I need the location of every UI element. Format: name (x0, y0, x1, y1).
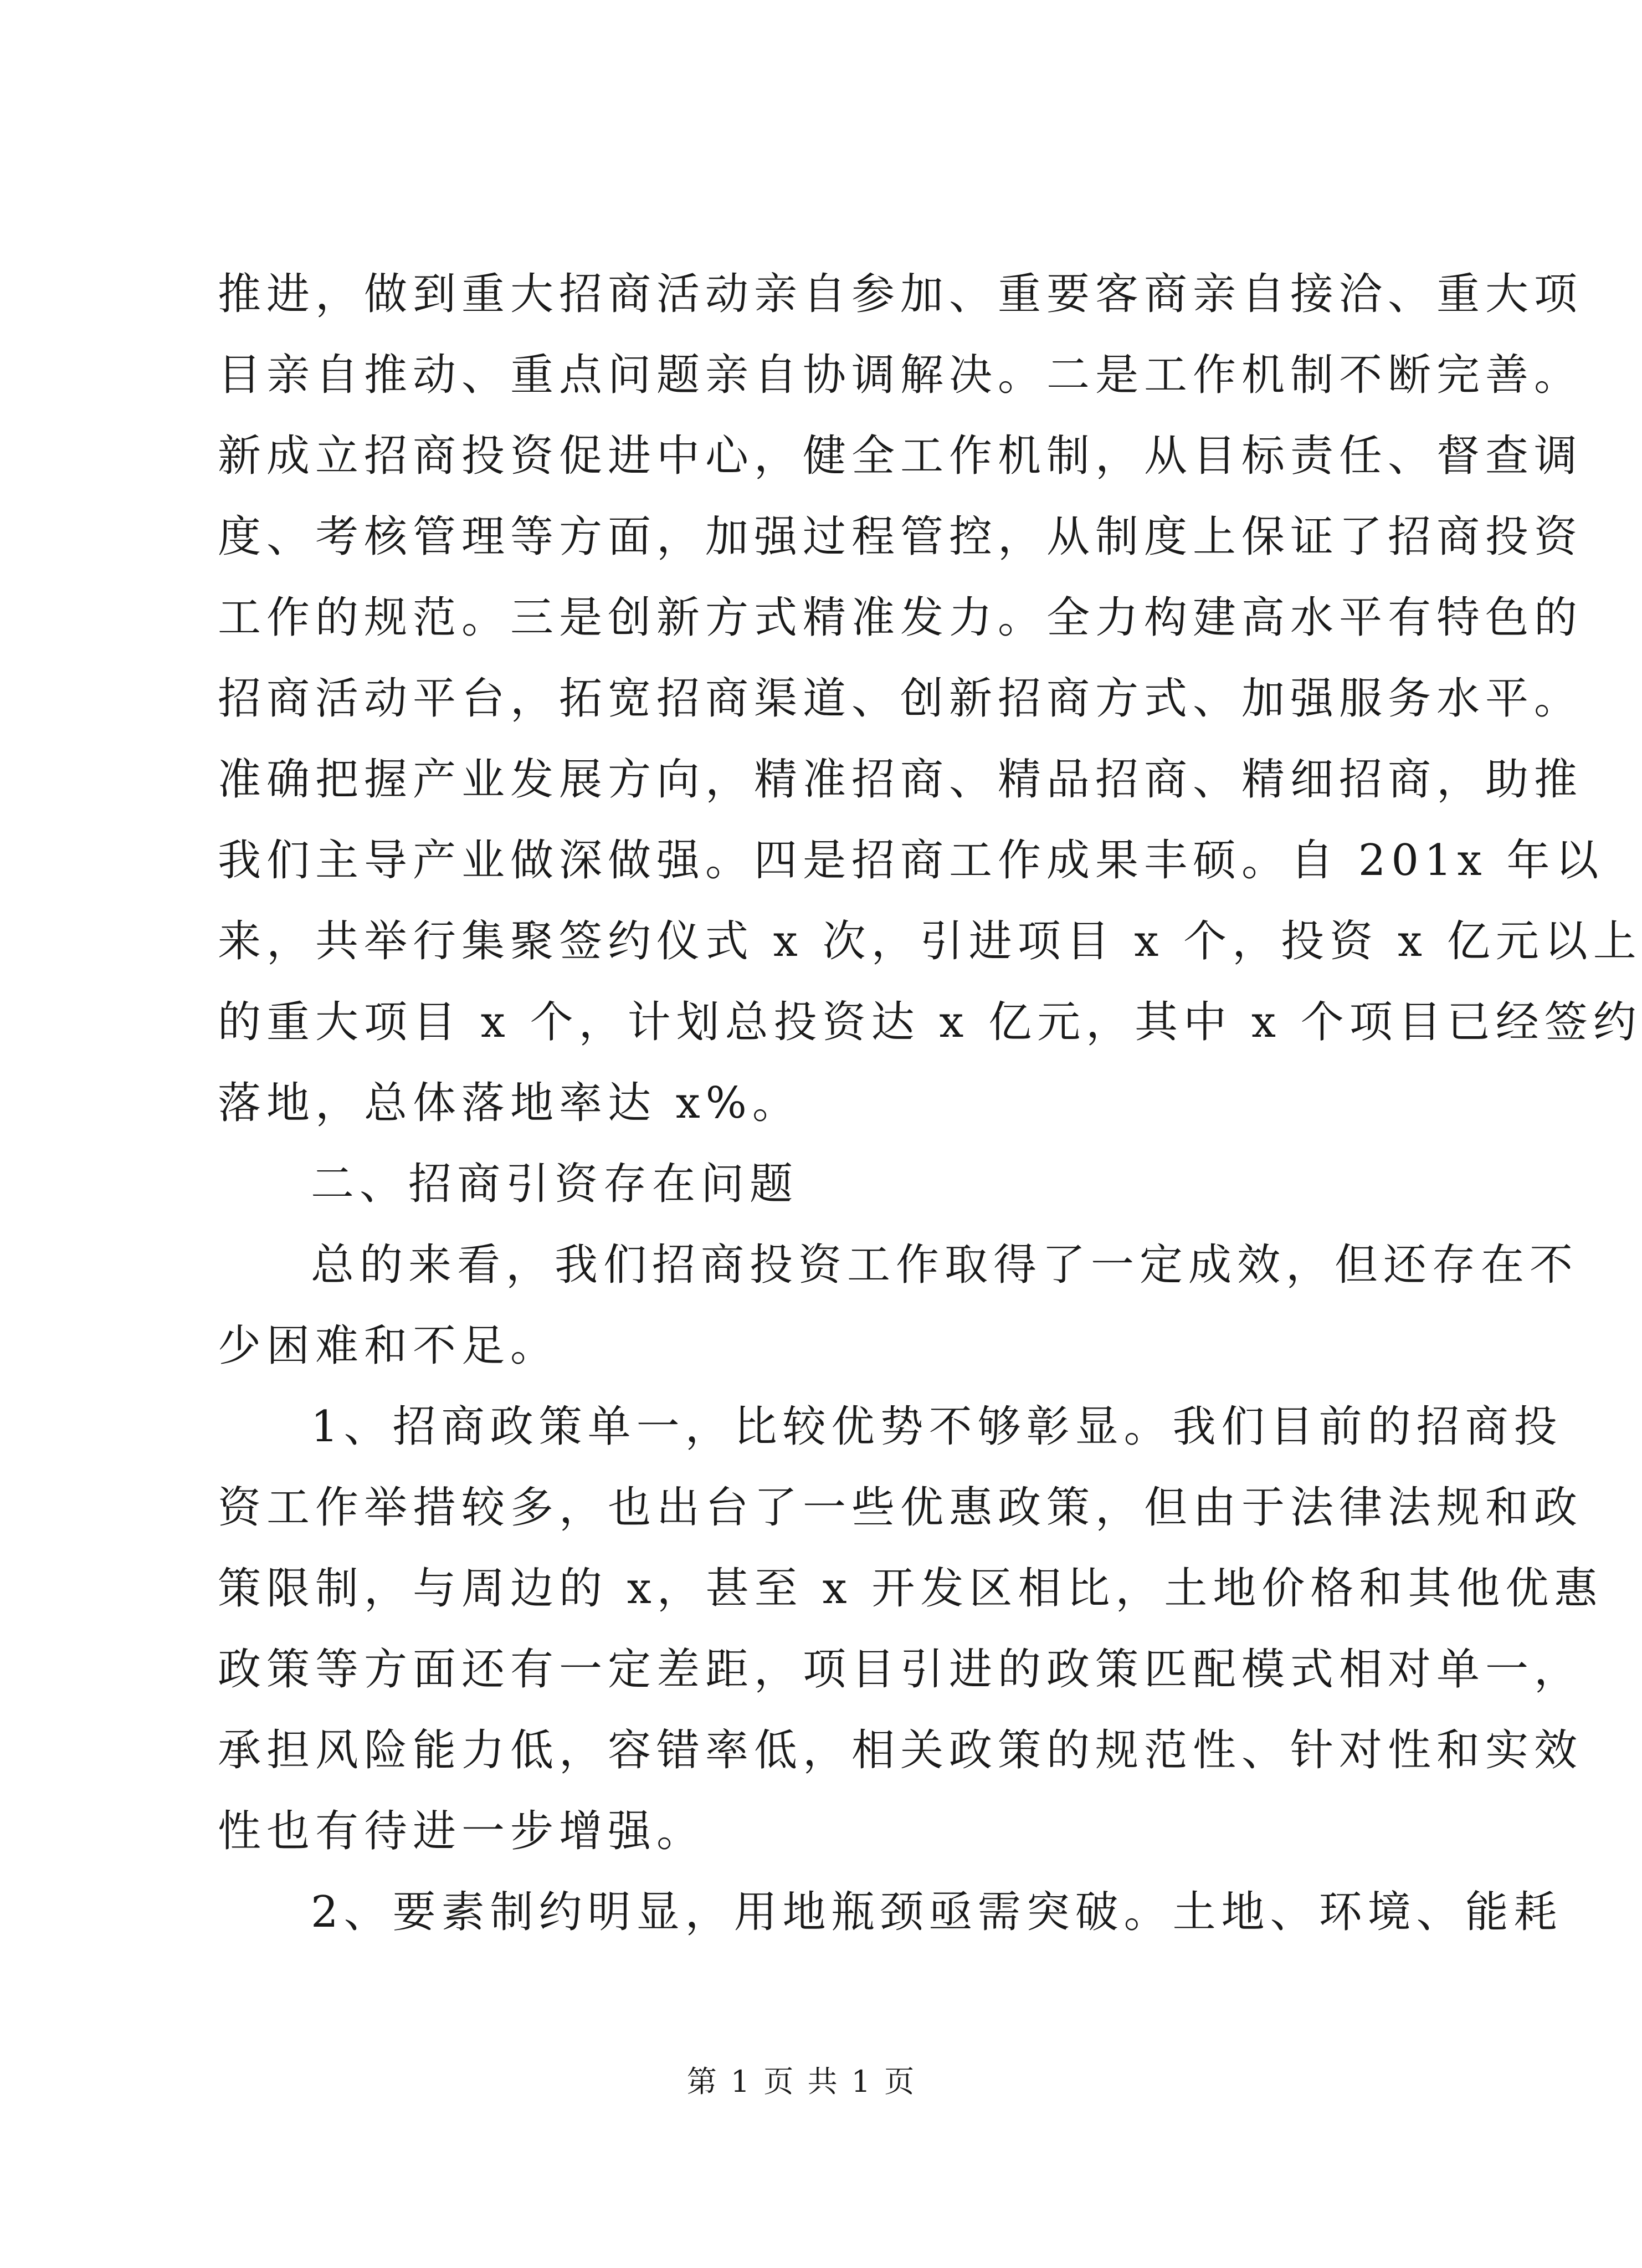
text-line: 准确把握产业发展方向，精准招商、精品招商、精细招商，助推 (218, 755, 1583, 805)
text-line: 少困难和不足。 (218, 1321, 560, 1371)
text-line: 总的来看，我们招商投资工作取得了一定成效，但还存在不 (311, 1240, 1579, 1290)
text-line: 推进，做到重大招商活动亲自参加、重要客商亲自接洽、重大项 (218, 269, 1583, 319)
text-line: 2、要素制约明显，用地瓶颈亟需突破。土地、环境、能耗 (311, 1887, 1563, 1937)
text-line: 落地，总体落地率达 x%。 (218, 1078, 801, 1128)
text-line: 工作的规范。三是创新方式精准发力。全力构建高水平有特色的 (218, 593, 1583, 643)
text-line: 来，共举行集聚签约仪式 x 次，引进项目 x 个，投资 x 亿元以上 (218, 917, 1642, 966)
section-heading: 二、招商引资存在问题 (311, 1159, 799, 1209)
text-line: 目亲自推动、重点问题亲自协调解决。二是工作机制不断完善。 (218, 350, 1583, 400)
text-line: 资工作举措较多，也出台了一些优惠政策，但由于法律法规和政 (218, 1483, 1583, 1533)
text-line: 承担风险能力低，容错率低，相关政策的规范性、针对性和实效 (218, 1726, 1583, 1775)
text-line: 的重大项目 x 个，计划总投资达 x 亿元，其中 x 个项目已经签约 (218, 997, 1642, 1047)
document-body (218, 254, 1642, 1953)
text-line: 策限制，与周边的 x，甚至 x 开发区相比，土地价格和其他优惠 (218, 1564, 1603, 1614)
page-number: 第 1 页 共 1 页 (686, 2064, 917, 2099)
text-line: 性也有待进一步增强。 (218, 1806, 706, 1856)
page-footer (0, 2062, 1603, 2101)
text-line: 我们主导产业做深做强。四是招商工作成果丰硕。自 201x 年以 (218, 836, 1604, 885)
text-line: 度、考核管理等方面，加强过程管控，从制度上保证了招商投资 (218, 512, 1583, 562)
text-line: 政策等方面还有一定差距，项目引进的政策匹配模式相对单一， (218, 1645, 1583, 1694)
text-line: 招商活动平台，拓宽招商渠道、创新招商方式、加强服务水平。 (218, 674, 1583, 724)
text-line: 1、招商政策单一，比较优势不够彰显。我们目前的招商投 (311, 1402, 1563, 1452)
text-line: 新成立招商投资促进中心，健全工作机制，从目标责任、督查调 (218, 431, 1583, 481)
